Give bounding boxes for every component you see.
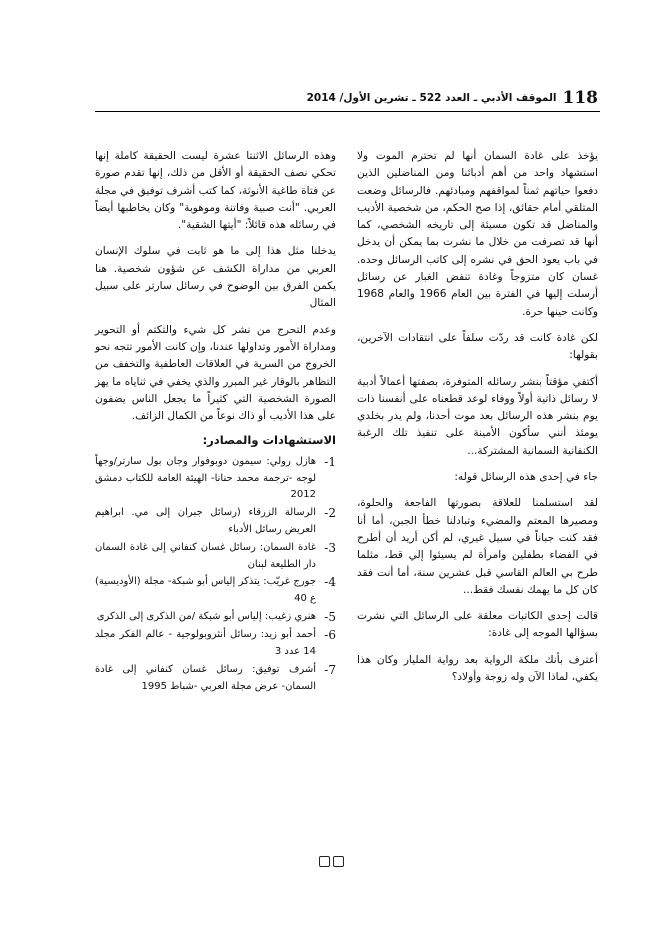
references-title: الاستشهادات والمصادر:: [202, 433, 336, 448]
reference-item: [95, 627, 336, 661]
reference-text: أشرف توفيق: رسائل غسان كنفاني إلى غادة السمان- عرض مجلة العربي -شباط 1995: [95, 663, 316, 692]
paragraph: قالت إحدى الكاتبات معلقة على الرسائل التي نشرت بسؤالها الموجه إلى غادة:: [357, 610, 598, 640]
reference-text: أحمد أبو زيد: رسائل أنثروبولوجية - عالم الفكر مجلد 14 عدد 3: [95, 629, 316, 658]
reference-number: 2-: [324, 506, 336, 521]
quote-paragraph: أكتفي مؤقتاً بنشر رسائله المتوفرة، بصفتها أعمالاً أدبية لا رسائل ذاتية أولاً ووفاء لوعد قطعناه على أنفسنا ذات يوم بنشر هذه الرسائل بعد موت أحدنا، ولم يدر بخلدي يومئذ أنني سأكون الأمينة على تنفيذ تلك الرغبة الكنفانية السمانية المشتركة...: [357, 375, 598, 457]
reference-text: الرسالة الزرقاء (رسائل جبران إلى مي. ابراهيم العريض رسائل الأدباء: [95, 507, 316, 535]
paragraph: وهذه الرسائل الاثنتا عشرة ليست الحقيقة كاملة إنها تحكي نصف الحقيقة أو الأقل من ذلك، إنها تقدم صورة عن فتاة طاغية الأنوثة، كما كتب أشرف توفيق في مجلة العربي. "أنت صبية وفاتنة وموهوبة" وكان يخاطبها أيضاً في رسائله هذه قائلاً: "أيتها الشقية".: [95, 150, 336, 232]
reference-item: [95, 505, 336, 539]
paragraph: جاء في إحدى هذه الرسائل قوله:: [454, 471, 598, 484]
reference-text: جورج غريّب: يتذكر إلياس أبو شبكة- مجلة (الأوديسية) ع 40: [95, 576, 316, 605]
reference-number: 4-: [324, 575, 336, 590]
reference-text: غادة السمان: رسائل غسان كنفاني إلى غادة السمان دار الطليعة لبنان: [95, 541, 316, 570]
paragraph: لكن غادة كانت قد ردّت سلفاً على انتقادات الآخرين، بقولها:: [357, 331, 598, 362]
paragraph: يؤخذ على غادة السمان أنها لم تحترم الموت ولا استشهاد واحد من أهم أدبائنا ومن المناضلين الذين دفعوا حياتهم ثمناً لمواقفهم ومبادئهم. فالرسائل وضعت المتلقي أمام حقائق، إذا صح الحكم، من شخصية الأديب والمناضل قد تكون مسيئة إلى تاريخه الشخصي، كما أنها قد تصرفت من خلال ما نشرت بما يمكن أن يدخل في باب يعود الحق في نشره إلى كاتب الرسائل وحده. غسان كان متزوجاً وغادة تنفض الغبار عن رسائل أرسلت إليها في الفترة بين العام 1966 والعام 1968 وكانت حينها حرة.: [357, 150, 598, 318]
reference-text: هنري زغيب: إلياس أبو شبكة /من الذكرى إلى الذكرى: [96, 610, 316, 622]
reference-item: [95, 454, 336, 504]
quote-paragraph: لقد استسلمنا للعلاقة بصورتها الفاجعة والحلوة، ومصيرها المعتم والمضيء وتبادلنا خطأ الجبن، أما أنا فقد كنت جباناً في سبيل غيري، لم أكن أريد أن أطرح في الفضاء بطفلين وامرأة لم يسيئوا إلي قط، مثلما طرح بي العالم القاسي قبل عشرين سنة، أما أنت فقد كان كل ما يهمك نفسك فقط...: [357, 497, 598, 596]
reference-number: 7-: [324, 662, 336, 677]
header-rule: [95, 111, 600, 112]
square-ornament-icon: [319, 856, 330, 867]
reference-number: 6-: [324, 628, 336, 643]
quote-paragraph: أعترف بأنك ملكة الرواية بعد رواية المليار وكان هذا يكفي، لماذا الآن وله زوجة وأولاد؟: [357, 653, 598, 684]
reference-number: 5-: [324, 609, 336, 624]
reference-text: هازل رولي: سيمون دوبوفوار وجان بول سارتر/وجهاً لوجه -ترجمة محمد حنانا- الهيئة العامة للكتاب دمشق 2012: [95, 455, 316, 501]
right-column: [357, 148, 598, 686]
running-header: [306, 86, 598, 110]
footer-ornament-icon: [313, 856, 349, 868]
reference-number: 3-: [324, 540, 336, 555]
running-title: الموقف الأدبي ـ العدد 522 ـ تشرين الأول/ 2014: [306, 92, 557, 104]
left-column: [95, 148, 336, 696]
reference-item: [95, 540, 336, 574]
reference-number: 1-: [324, 454, 336, 469]
paragraph: يدخلنا مثل هذا إلى ما هو ثابت في سلوك الإنسان العربي من مداراة الكشف عن شؤون شخصية. هنا يكمن الفرق بين الوضوح في رسائل سارتر على سبيل المثال: [95, 245, 336, 310]
square-ornament-icon: [333, 856, 344, 867]
reference-item: [95, 662, 336, 696]
reference-item: [95, 609, 336, 626]
reference-item: [95, 574, 336, 608]
page-number: 118: [562, 88, 598, 108]
paragraph: وعدم التحرج من نشر كل شيء والتكتم أو التحوير ومداراة الأمور وتداولها عندنا، وإن كانت الأمور تتجه نحو الخروج من السرية في العلاقات العاطفية والتخفف من التظاهر بالوقار غير المبرر والذي يخفي في ثناياه ما يهز الصورة الشخصية التي كثيراً ما يجعل الناس يضفون على هذا الأديب أو ذاك نوعاً من الكمال الزائف.: [95, 323, 336, 423]
